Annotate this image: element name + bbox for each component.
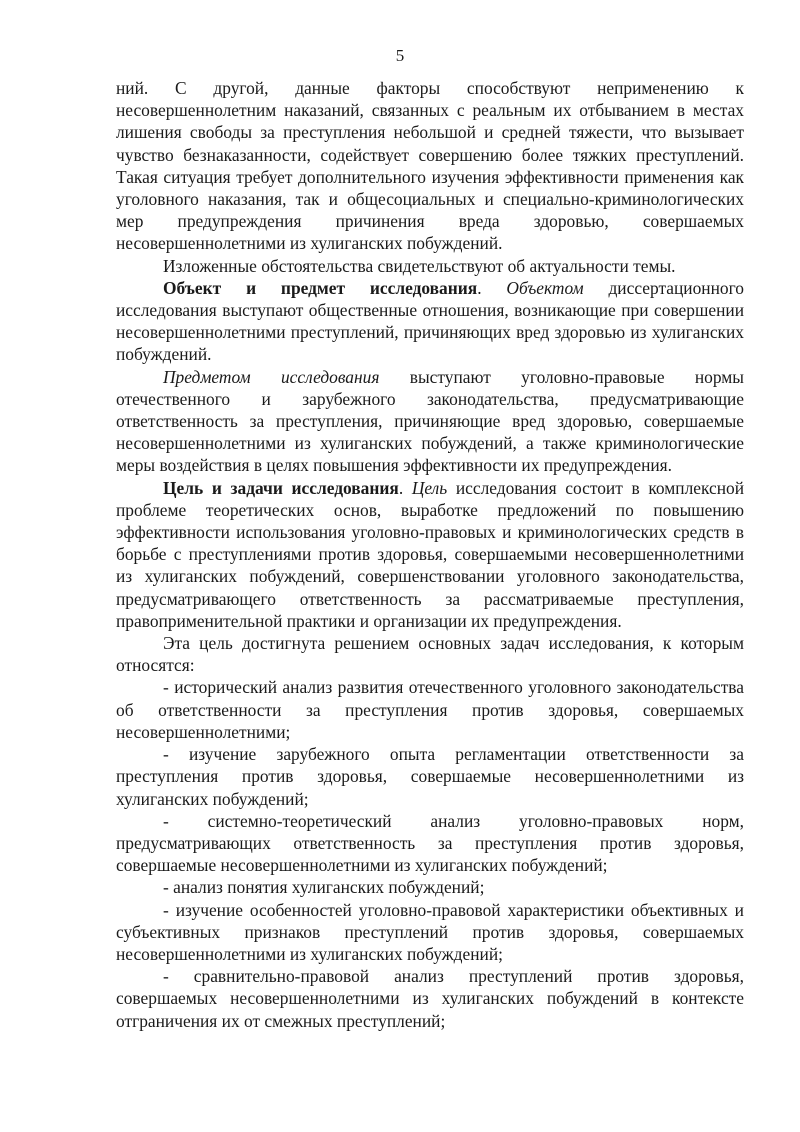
task-item: - исторический анализ развития отечественного уголовного законодательства об ответственности за преступления против здоровья, совершаемых несовершеннолетними; bbox=[116, 677, 744, 742]
body-text bbox=[116, 77, 744, 1032]
task-item: - изучение зарубежного опыта регламентации ответственности за преступления против здоровья, совершаемые несовершеннолетними из хулиганских побуждений; bbox=[116, 744, 744, 809]
term-object: Объектом bbox=[506, 277, 584, 298]
paragraph-continuation: ний. С другой, данные факторы способствуют неприменению к несовершеннолетним наказаний, связанных с реальным их отбыванием в местах лишения свободы за преступления небольшой и средней тяжести, что вызывает чувство безнаказанности, содействует совершению более тяжких преступлений. Такая ситуация требует дополнительного изучения эффективности применения как уголовного наказания, так и общесоциальных и специально-криминологических мер предупреждения причинения вреда здоровью, совершаемых несовершеннолетними из хулиганских побуждений. bbox=[116, 78, 744, 254]
subject-text: выступают уголовно-правовые нормы отечественного и зарубежного законодательства, предусматривающие ответственность за преступления, причиняющие вред здоровью, совершаемые несовершеннолетними из хулиганских побуждений, а также криминологические меры воздействия в целях повышения эффективности их предупреждения. bbox=[116, 366, 744, 476]
task-item: - анализ понятия хулиганских побуждений; bbox=[163, 877, 485, 898]
goal-text: исследования состоит в комплексной проблеме теоретических основ, выработке предложений по повышению эффективности использования уголовно-правовых и криминологических средств в борьбе с преступлениями против здоровья, совершаемыми несовершеннолетними из хулиганских побуждений, совершенствовании уголовного законодательства, предусматривающего ответственность за рассматриваемые преступления, правоприменительной практики и организации их предупреждения. bbox=[116, 477, 745, 631]
task-item: - сравнительно-правовой анализ преступлений против здоровья, совершаемых несовершеннолетними из хулиганских побуждений в контексте отграничения их от смежных преступлений; bbox=[116, 966, 744, 1031]
paragraph-subject bbox=[116, 366, 744, 477]
task-item: - изучение особенностей уголовно-правовой характеристики объективных и субъективных признаков преступлений против здоровья, совершаемых несовершеннолетними из хулиганских побуждений; bbox=[116, 899, 744, 964]
term-subject: Предметом исследования bbox=[163, 366, 380, 387]
task-item: - системно-теоретический анализ уголовно-правовых норм, предусматривающих ответственность за преступления против здоровья, совершаемые несовершеннолетними из хулиганских побуждений; bbox=[116, 810, 744, 876]
heading-separator: . bbox=[477, 277, 507, 298]
paragraph-tasks-intro: Эта цель достигнута решением основных задач исследования, к которым относятся: bbox=[116, 633, 744, 676]
term-goal: Цель bbox=[411, 477, 448, 498]
object-text: диссертационного исследования выступают общественные отношения, возникающие при совершении несовершеннолетними преступлений, причиняющих вред здоровью из хулиганских побуждений. bbox=[116, 277, 744, 365]
page-number: 5 bbox=[395, 46, 405, 65]
paragraph-relevance: Изложенные обстоятельства свидетельствуют об актуальности темы. bbox=[163, 255, 676, 276]
section-heading-goal: Цель и задачи исследования bbox=[163, 477, 399, 498]
paragraph-object-subject bbox=[116, 277, 744, 366]
heading-separator: . bbox=[398, 477, 412, 498]
section-heading-object: Объект и предмет исследования bbox=[163, 277, 478, 298]
paragraph-goal bbox=[116, 477, 744, 632]
